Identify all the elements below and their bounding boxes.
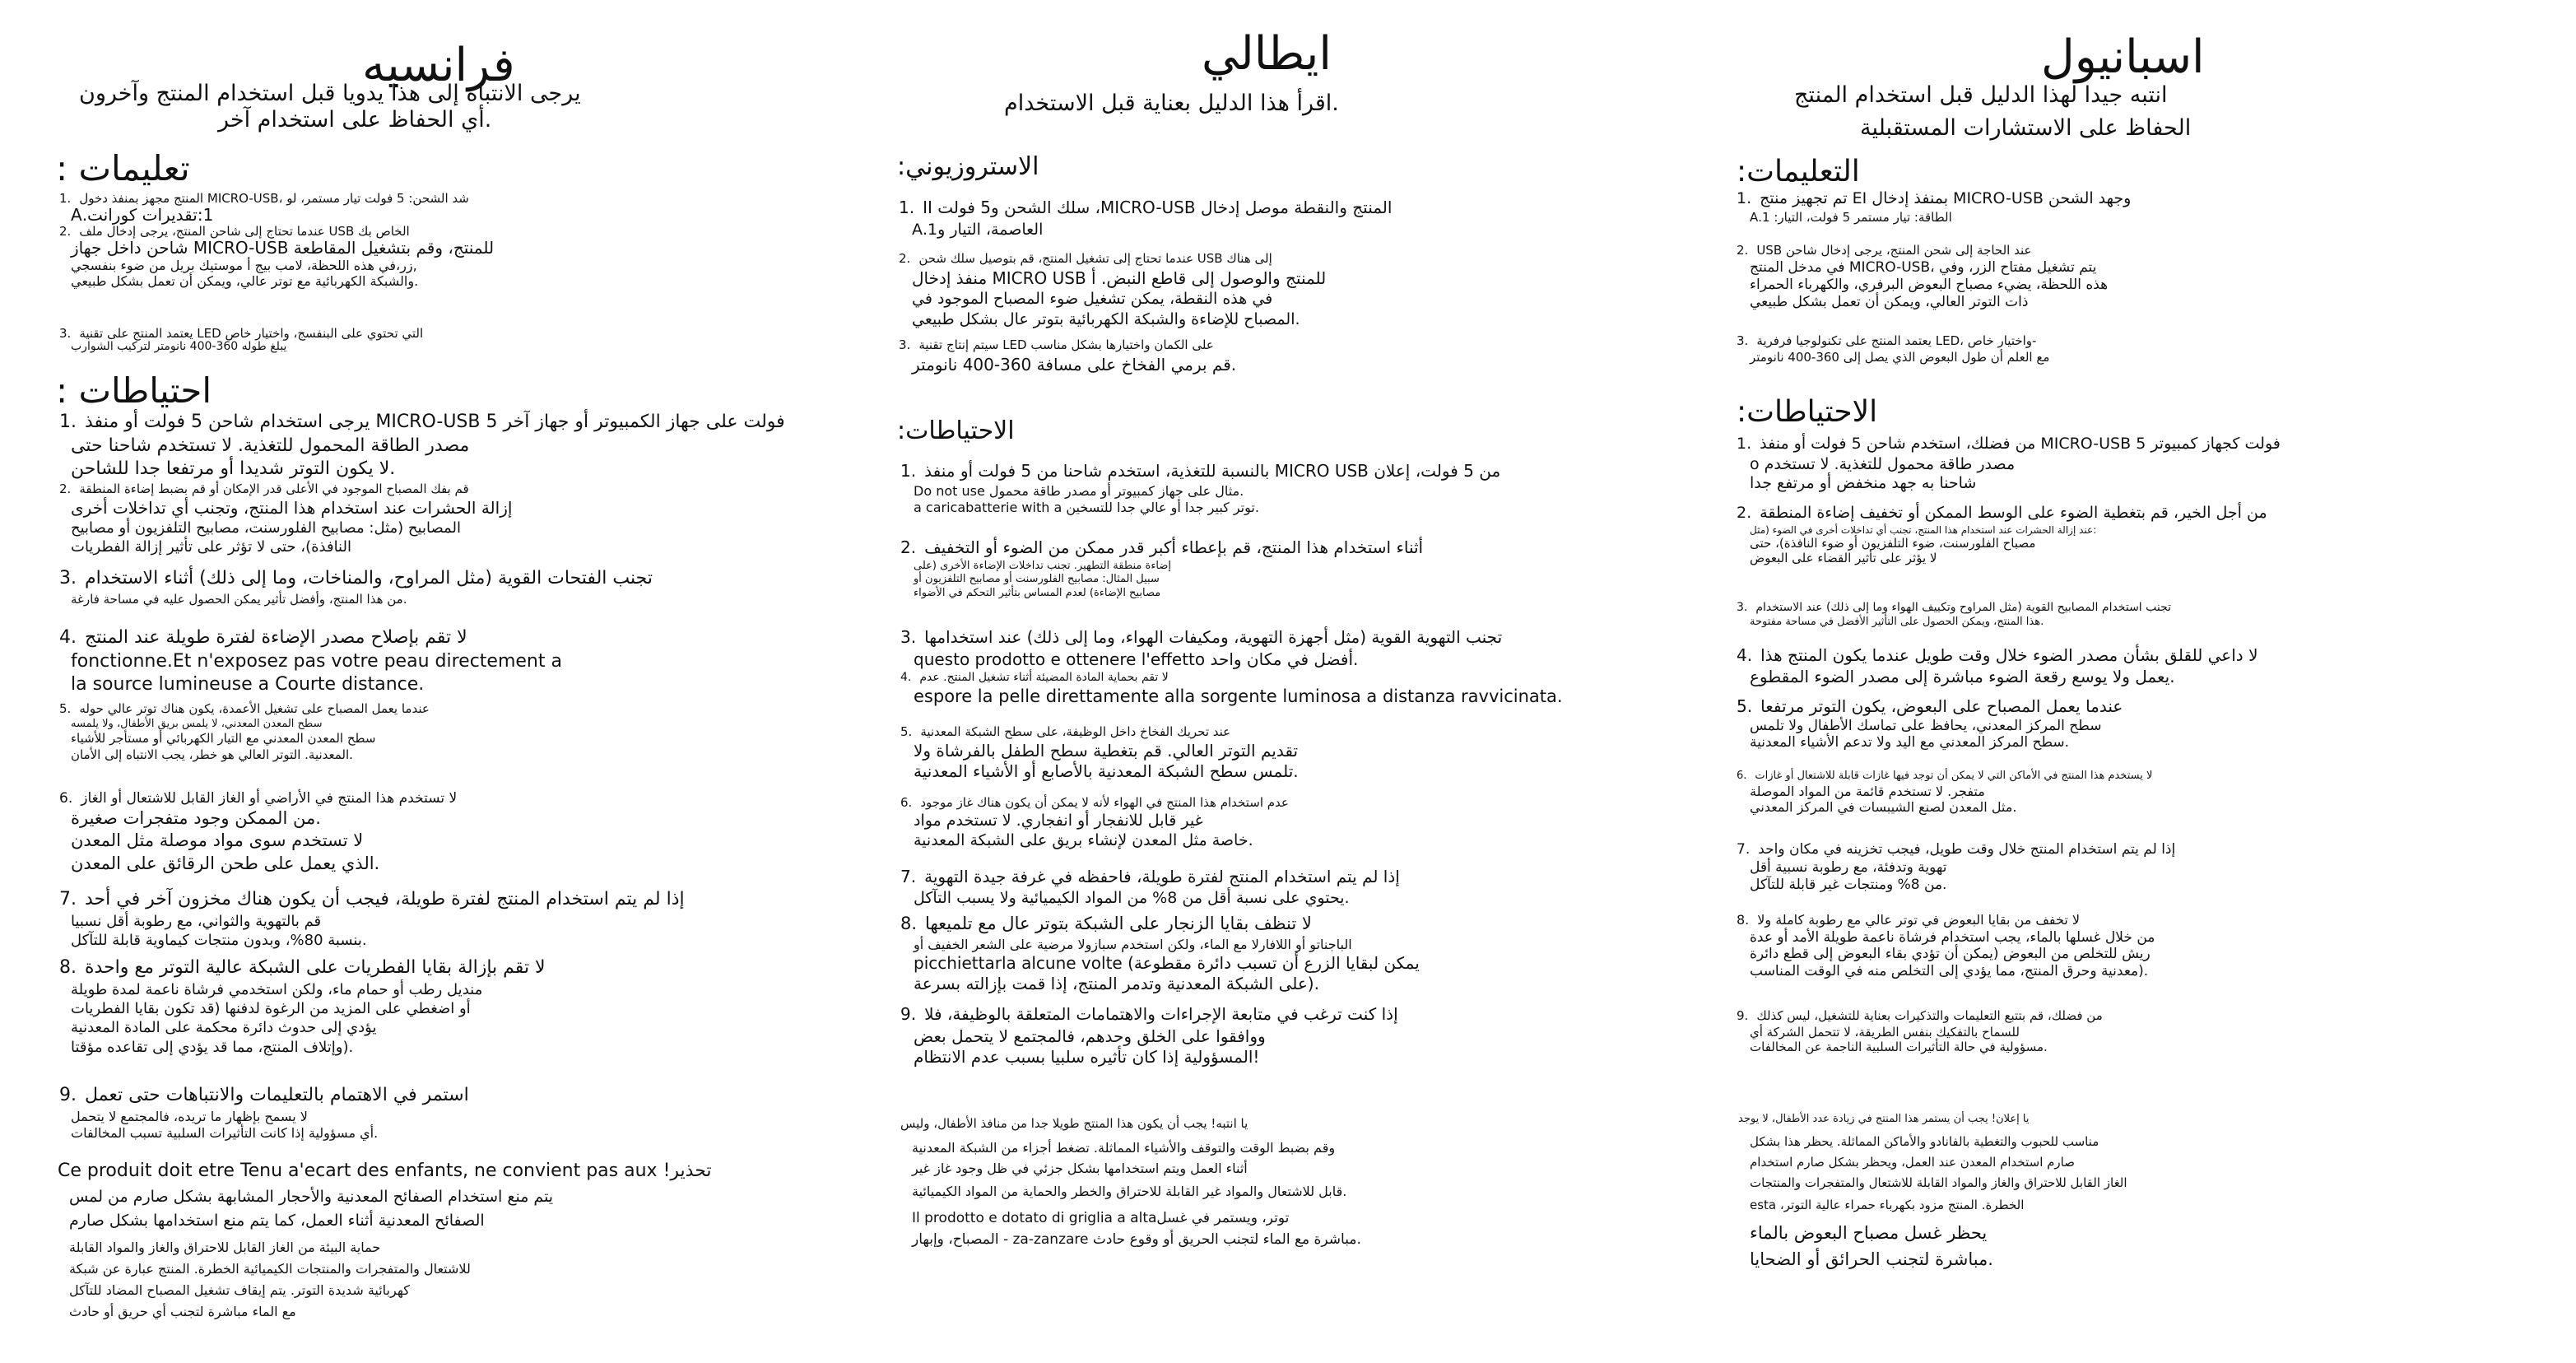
item-continuation-line	[914, 741, 1298, 761]
item-number: 6.	[1737, 770, 1747, 782]
item-text: ووافقوا على الخلق وحدهم، فالمجتمع لا يتحمل بعض	[914, 1026, 1266, 1046]
item-first-line	[900, 795, 1289, 810]
intro-line-2: .أي الحفاظ على استخدام آخر	[218, 107, 492, 133]
item-number: 4.	[59, 627, 77, 648]
item-continuation-line	[914, 812, 1203, 830]
section-title-french: فرانسيه	[362, 39, 515, 92]
item-continuation-line	[914, 686, 1563, 706]
item-continuation-line	[914, 761, 1299, 781]
item-first-line	[1737, 435, 2281, 453]
instructions-heading: التعليمات:	[1737, 155, 1860, 188]
item-text: أثناء استخدام هذا المنتج، قم بإعطاء أكبر قدر ممكن من الضوء أو التخفيف	[924, 537, 1424, 557]
item-number: 1.	[1737, 435, 1752, 453]
instructions-heading: تعليمات :	[56, 148, 190, 188]
item-continuation-line	[71, 932, 367, 949]
item-first-line	[59, 1085, 469, 1105]
item-number: 2.	[59, 481, 72, 496]
item-first-line	[59, 326, 423, 341]
item-text: fonctionne.Et n'exposez pas votre peau directement a	[71, 650, 562, 672]
item-continuation-line	[71, 747, 353, 762]
item-continuation-line	[1750, 667, 2175, 686]
item-text: تجنب التهوية القوية (مثل أجهزة التهوية، ومكيفات الهواء، وما إلى ذلك) عند استخدامها	[924, 627, 1503, 647]
item-continuation-line	[1750, 1040, 2048, 1054]
item-number: 7.	[59, 889, 77, 909]
item-continuation-line	[912, 268, 1326, 288]
item-text: 1:تقديرات كورانت.A	[71, 204, 214, 225]
item-text: لا تنظف بقايا الزنجار على الشبكة بتوتر عال مع تلميعها	[925, 914, 1312, 933]
item-text: التي تحتوي على البنفسج، واختيار خاص LED يعتمد المنتج على تقنية	[79, 326, 424, 341]
item-continuation-line	[71, 674, 424, 695]
item-text: مصدر الطاقة المحمول للتغذية. لا تستخدم شاحنا حتى	[71, 435, 470, 456]
item-text: هذه اللحظة، يضيء مصباح البعوض البرفري، والكهرباء الحمراء	[1750, 276, 2109, 293]
item-text: .توتر كبير جدا أو عالي جدا للتسخين a caricabatterie with a	[914, 500, 1259, 515]
item-text: .هذا المنتج، ويمكن الحصول على التأثير الأفضل في مساحة مفتوحة	[1750, 616, 2044, 629]
item-first-line	[900, 537, 1423, 557]
item-text: .(وإتلاف المنتج، مما قد يؤدي إلى تقاعده مؤقتا	[71, 1038, 354, 1056]
item-continuation-line	[912, 221, 1043, 239]
item-number: 6.	[59, 790, 73, 807]
item-text: للمنتج، وقم بتشغيل المقاطعة MICRO-USB شاحن داخل جهاز	[71, 237, 495, 258]
warning-line: وقم بضبط الوقت والتوقف والأشياء المماثلة. تضغط أجزاء من الشبكة المعدنية	[912, 1140, 1336, 1156]
item-continuation-line	[1750, 946, 2151, 962]
item-text: فولت كجهاز كمبيوتر MICRO-USB 5 من فضلك، استخدم شاحن 5 فولت أو منفذ	[1760, 435, 2281, 453]
item-text: .بنسبة 80%، وبدون منتجات كيماوية قابلة للتآكل	[71, 932, 367, 949]
item-text: استمر في الاهتمام بالتعليمات والانتباهات حتى تعمل	[85, 1085, 469, 1105]
item-text: إذا لم يتم استخدام المنتج لفترة طويلة، فيجب أن يكون هناك مخزون آخر في أحد	[85, 889, 685, 909]
item-first-line	[59, 481, 469, 496]
item-text: للسماح بالتفكيك بنفس الطريقة، لا تتحمل الشركة أي	[1750, 1024, 2020, 1040]
item-text: .تلمس سطح الشبكة المعدنية بالأصابع أو الأشياء المعدنية	[914, 761, 1299, 782]
item-continuation-line	[1750, 210, 1952, 225]
item-continuation-line	[1750, 259, 2096, 276]
item-continuation-line	[914, 573, 1160, 585]
item-continuation-line	[1750, 734, 2069, 751]
item-continuation-line	[1750, 294, 2028, 310]
item-text: لا تقم بحماية المادة المضيئة أثناء تشغيل المنتج. عدم	[919, 671, 1169, 684]
item-continuation-line	[914, 953, 1420, 973]
item-continuation-line	[1750, 277, 2108, 293]
warning-line: Il prodotto e dotato di griglia a altaتوتر، ويستمر في غسل	[912, 1210, 1290, 1226]
item-continuation-line	[71, 651, 562, 672]
item-continuation-line	[1750, 929, 2155, 946]
item-continuation-line	[914, 974, 1319, 993]
item-continuation-line	[1750, 616, 2044, 628]
item-continuation-line	[71, 718, 323, 730]
item-number: 3.	[59, 326, 72, 341]
item-text: سطح المركز المعدني، يحافظ على تماسك الأطفال ولا تلمس	[1750, 718, 2102, 734]
item-text: espore la pelle direttamente alla sorgente luminosa a distanza ravvicinata.	[914, 686, 1563, 706]
item-text: يتم تشغيل مفتاح الزر، وفي ،MICRO-USB في مدخل المنتج	[1750, 258, 2097, 276]
item-continuation-line	[914, 587, 1160, 599]
item-number: 3.	[59, 568, 77, 588]
intro-line-2: الحفاظ على الاستشارات المستقبلية	[1860, 115, 2192, 141]
item-text: إذا لم يتم استخدام المنتج خلال وقت طويل، فيجب تخزينه في مكان واحد	[1758, 841, 2176, 858]
precautions-heading: الاحتياطات:	[897, 416, 1015, 445]
item-text: غير قابل للانفجار أو انفجاري. لا تستخدم مواد	[914, 812, 1203, 830]
item-continuation-line	[1750, 963, 2148, 979]
item-first-line	[900, 461, 1500, 481]
section-title-spanish: اسبانيول	[2041, 30, 2205, 84]
item-number: 1.	[900, 461, 917, 481]
item-text: عندما يعمل المصباح على البعوض، يكون التوتر مرتفعا	[1760, 696, 2123, 716]
item-text: .أفضل في مكان واحد questo prodotto e ottenere l'effetto	[914, 649, 1359, 669]
item-continuation-line	[71, 258, 417, 273]
item-number: 2.	[59, 224, 72, 239]
item-text: يبلغ طوله 360-400 نانومتر لتركيب الشوارب	[71, 339, 287, 353]
item-text: .المعدنية. التوتر العالي هو خطر، يجب الانتباه إلى الأمان	[71, 747, 353, 762]
precautions-heading: الاحتياطات:	[1737, 395, 1878, 429]
item-text: .مثال على جهاز كمبيوتر أو مصدر طاقة محمول Do not use	[914, 483, 1244, 499]
item-continuation-line	[1750, 474, 1976, 492]
intro-line-1: يرجى الانتباه إلى هذا يدويا قبل استخدام المنتج وآخرون	[79, 81, 581, 106]
item-text: أو اضغطي على المزيد من الرغوة لدفنها (قد تكون بقايا الفطريات	[71, 1000, 471, 1017]
item-first-line	[899, 198, 1392, 217]
item-number: 2.	[900, 537, 917, 557]
warning-line: يتم منع استخدام الصفائح المعدنية والأحجار المشابهة بشكل صارم من لمس	[69, 1188, 554, 1206]
item-continuation-line	[1750, 799, 2016, 815]
item-continuation-line	[1750, 859, 1946, 876]
item-continuation-line	[914, 1047, 1259, 1067]
item-continuation-line	[71, 519, 461, 537]
item-continuation-line	[71, 498, 512, 518]
item-number: 5.	[1737, 696, 1753, 716]
item-continuation-line	[71, 340, 286, 353]
item-text: فولت على جهاز الكمبيوتر أو جهاز آخر MICRO-USB 5 يرجى استخدام شاحن 5 فولت أو منفذ	[85, 412, 785, 432]
item-text: .لا يكون التوتر شديدا أو مرتفعا جدا للشاحن	[71, 458, 396, 480]
item-first-line	[899, 337, 1214, 352]
warning-line: مناسب للحبوب والتغطية بالفانادو والأماكن المماثلة. يحظر هذا بشكل	[1750, 1134, 2099, 1149]
item-continuation-line	[1750, 524, 2096, 536]
warning-line: esta ،الخطرة. المنتج مزود بكهرباء حمراء عالية التوتر	[1750, 1198, 2025, 1212]
item-continuation-line	[71, 808, 321, 828]
item-continuation-line	[1750, 455, 2015, 473]
item-text: II سلك الشحن و5 فولت ،MICRO-USB المنتج والنقطة موصل إدخال	[923, 198, 1393, 217]
item-first-line	[59, 957, 546, 978]
item-number: 1.	[899, 198, 915, 217]
item-first-line	[59, 627, 467, 648]
item-continuation-line	[71, 1019, 376, 1036]
item-text: لا تستخدم سوى مواد موصلة مثل المعدن	[71, 830, 364, 851]
item-continuation-line	[1750, 784, 1985, 799]
item-number: 8.	[59, 957, 77, 978]
item-text: مصابيح الإضاءة) لعدم المساس بتأثير التحكم في الأضواء	[914, 586, 1161, 599]
item-text: من أجل الخير، قم بتغطية الضوء على الوسط الممكن أو تخفيف إضاءة المنطقة	[1760, 504, 2267, 522]
item-text: la source lumineuse a Courte distance.	[71, 674, 425, 695]
item-continuation-line	[71, 1039, 353, 1056]
item-text: قم بفك المصباح الموجود في الأعلى قدر الإمكان أو قم بضبط إضاءة المنطقة	[79, 481, 469, 496]
item-text: من 5 فولت، إعلان MICRO USB بالنسبة للتغذية، استخدم شاحنا من 5 فولت أو منفذ	[924, 461, 1501, 481]
item-text: تقديم التوتر العالي. قم بتغطية سطح الطفل بالفرشاة ولا	[914, 741, 1299, 761]
item-first-line	[1737, 243, 2031, 258]
item-continuation-line	[914, 1026, 1266, 1046]
item-text: مصباح الفلورسنت، ضوء التلفزيون أو ضوء النافذة)، حتى	[1750, 536, 2036, 551]
item-text: مصدر طاقة محمول للتغذية. لا تستخدم o	[1750, 454, 2016, 473]
item-text: سطح المعدن المعدني مع التيار الكهربائي أو مستأجر للأشياء	[71, 731, 376, 747]
item-continuation-line	[71, 1125, 378, 1141]
item-continuation-line	[71, 458, 395, 479]
item-continuation-line	[71, 205, 213, 225]
item-continuation-line	[912, 355, 1236, 374]
item-continuation-line	[914, 889, 1350, 907]
item-text: لا داعي للقلق بشأن مصدر الضوء خلال وقت طويل عندما يكون المنتج هذا	[1760, 645, 2258, 665]
item-text: .(على الشبكة المعدنية وتدمر المنتج، إذا قمت بإزالته بسرعة	[914, 974, 1319, 994]
item-continuation-line	[71, 538, 351, 556]
item-first-line	[1737, 189, 2131, 207]
item-continuation-line	[914, 500, 1259, 515]
item-number: 3.	[1737, 601, 1748, 614]
item-text: ذات التوتر العالي، ويمكن أن تعمل بشكل طبيعي	[1750, 294, 2029, 310]
item-text: للمنتج والوصول إلى قاطع النبض. أ MICRO USB منفذ إدخال	[912, 268, 1327, 288]
warning-line: حماية البيئة من الغاز القابل للاحتراق والغاز والمواد القابلة	[69, 1240, 381, 1255]
item-number: 2.	[899, 251, 911, 266]
item-number: 9.	[900, 1004, 917, 1024]
item-text: من خلال غسلها بالماء، يجب استخدام فرشاة ناعمة طويلة الأمد أو عدة	[1750, 928, 2155, 946]
item-continuation-line	[1750, 1025, 2020, 1040]
warning-line: .مباشرة لتجنب الحرائق أو الضحايا	[1750, 1249, 1993, 1269]
item-text: يمكن لبقايا الزرع أن تسبب دائرة مقطوعة) picchiettarla alcune volte	[914, 953, 1420, 974]
item-text: شد الشحن: 5 فولت تيار مستمر، لو ،MICRO-USB المنتج مجهز بمنفذ دخول	[79, 191, 469, 206]
item-text: شاحنا به جهد منخفض أو مرتفع جدا	[1750, 473, 1977, 492]
item-continuation-line	[914, 483, 1244, 499]
item-text: .يحتوي على نسبة أقل من 8% من المواد الكيميائية ولا يسبب التآكل	[914, 889, 1350, 907]
item-first-line	[1737, 333, 2036, 348]
item-first-line	[59, 224, 410, 239]
warning-line: مع الماء مباشرة لتجنب أي حريق أو حادث	[69, 1304, 296, 1319]
item-text: على الكمان واختيارها بشكل مناسب LED سيتم إنتاج تقنية	[918, 337, 1214, 352]
item-text: .خاصة مثل المعدن لإنشاء بريق على الشبكة المعدنية	[914, 831, 1253, 849]
item-text: .يعمل ولا يوسع رقعة الضوء مباشرة إلى مصدر الضوء المقطوع	[1750, 667, 2175, 686]
item-number: 9.	[59, 1085, 77, 1105]
item-text: سبيل المثال: مصابيح الفلورسنت أو مصابيح التلفزيون أو	[914, 573, 1160, 586]
item-text: .أي مسؤولية إذا كانت التأثيرات السلبية تسبب المخالفات	[71, 1125, 379, 1142]
item-text: تجنب استخدام المصابيح القوية (مثل المراوح وتكييف الهواء وما إلى ذلك) عند الاستخدام	[1755, 601, 2172, 614]
item-text: إضاءة منطقة التطهير. تجنب تداخلات الإضاءة الأخرى (على	[914, 560, 1172, 572]
item-number: 1.	[59, 412, 77, 432]
item-number: 7.	[1737, 841, 1751, 858]
item-text: لا تستخدم هذا المنتج في الأراضي أو الغاز القابل للاشتعال أو الغاز	[81, 790, 458, 807]
item-text: لا يؤثر على تأثير القضاء على البعوض	[1750, 551, 1937, 566]
item-continuation-line	[912, 290, 1272, 308]
item-text: الباجناتو أو اللافارلا مع الماء، ولكن استخدم سبازولا مرضية على الشعر الخفيف أو	[914, 937, 1352, 953]
item-text: .(معدنية وحرق المنتج، مما يؤدي إلى التخلص منه في الوقت المناسب	[1750, 962, 2149, 979]
item-text: يؤدي إلى حدوث دائرة محكمة على المادة المعدنية	[71, 1019, 377, 1037]
item-first-line	[59, 701, 430, 716]
item-continuation-line	[914, 831, 1253, 849]
item-text: تهوية وتدفئة، مع رطوبة نسبية أقل	[1750, 859, 1947, 877]
item-text: USB عند الحاجة إلى شحن المنتج، يرجى إدخال شاحن	[1756, 243, 2032, 258]
item-number: 7.	[900, 867, 917, 886]
item-text: إزالة الحشرات عند استخدام هذا المنتج، وتجنب أي تداخلات أخرى	[71, 497, 513, 518]
item-number: 4.	[1737, 645, 1753, 665]
item-first-line	[900, 1004, 1398, 1024]
item-text: لا تخفف من بقايا البعوض في توتر عالي مع رطوبة كاملة ولا	[1757, 912, 2080, 928]
item-continuation-line	[1750, 350, 2049, 365]
item-text: النافذة)، حتى لا تؤثر على تأثير إزالة الفطريات	[71, 537, 351, 556]
item-text: لا يسمح بإظهار ما تريده، فالمجتمع لا يتحمل	[71, 1108, 308, 1124]
item-number: 2.	[1737, 243, 1749, 258]
item-text: .من 8% ومنتجات غير قابلة للتآكل	[1750, 876, 1947, 893]
item-number: 2.	[1737, 504, 1752, 522]
item-continuation-line	[71, 981, 482, 998]
item-text: ريش للتخلص من البعوض (يمكن أن تؤدي بقاء البعوض إلى قطع دائرة	[1750, 946, 2151, 963]
item-continuation-line	[912, 310, 1300, 328]
item-continuation-line	[71, 435, 469, 456]
item-text: ,زر،في هذه اللحظة، لامب بيج أ موستيك بريل من ضوء بنفسجي	[71, 257, 417, 273]
item-text: :عند إزالة الحشرات عند استخدام هذا المنتج، تجنب أي تداخلات أخرى في الضوء (مثل	[1750, 523, 2097, 536]
item-number: 3.	[1737, 333, 1749, 348]
item-first-line	[900, 867, 1400, 886]
warning-line: صارم استخدام المعدن عند العمل، ويحظر بشكل صارم استخدام	[1750, 1155, 2075, 1170]
item-text: .الذي يعمل على طحن الرقائق على المعدن	[71, 853, 380, 873]
warning-line: كهربائية شديدة التوتر. يتم إيقاف تشغيل المصباح المضاد للتآكل	[69, 1282, 410, 1298]
item-first-line	[59, 790, 457, 807]
item-continuation-line	[71, 854, 379, 873]
item-continuation-line	[71, 830, 363, 850]
item-text: .والشبكة الكهربائية مع توتر عالي، ويمكن أن تعمل بشكل طبيعي	[71, 272, 419, 289]
warning-line: تحذير! Ce produit doit etre Tenu a'ecart des enfants, ne convient pas aux	[58, 1161, 712, 1181]
item-text: -واختيار خاص ،LED يعتمد المنتج على تكنولوجيا فرفرية	[1756, 333, 2037, 348]
item-text: العاصمة، التيار و1.A	[912, 221, 1044, 239]
item-text: عندما يعمل المصباح على تشغيل الأعمدة، يكون هناك توتر عالي حوله	[79, 701, 430, 716]
item-first-line	[59, 889, 685, 909]
item-continuation-line	[71, 238, 494, 258]
item-continuation-line	[71, 273, 418, 289]
item-number: 6.	[900, 795, 913, 810]
item-first-line	[1737, 645, 2257, 665]
item-first-line	[900, 914, 1312, 933]
item-number: 4.	[900, 671, 912, 684]
item-number: 5.	[59, 701, 72, 716]
warning-line: يا إعلان! يجب أن يستمر هذا المنتج في زيادة عدد الأطفال، لا يوجد	[1738, 1113, 2030, 1125]
warning-line: .قابل للاشتعال والمواد غير القابلة للاحتراق والخطر والحماية من المواد الكيميائية	[912, 1184, 1347, 1199]
item-first-line	[900, 627, 1502, 647]
item-continuation-line	[71, 731, 375, 746]
item-continuation-line	[914, 649, 1358, 669]
item-text: لا تقم بإصلاح مصدر الإضاءة لفترة طويلة عند المنتج	[85, 627, 467, 648]
item-text: تجنب الفتحات القوية (مثل المراوح، والمناخات، وما إلى ذلك) أثناء الاستخدام	[85, 568, 653, 588]
item-first-line	[1737, 912, 2080, 928]
warning-line: للاشتعال والمتفجرات والمنتجات الكيميائية الخطرة. المنتج عبارة عن شبكة	[69, 1261, 471, 1277]
item-number: 3.	[900, 627, 917, 647]
item-text: قم بالتهوية والثواني، مع رطوبة أقل نسبيا	[71, 912, 322, 930]
item-text: .من هذا المنتج، وأفضل تأثير يمكن الحصول عليه في مساحة فارغة	[71, 591, 407, 607]
item-continuation-line	[71, 592, 407, 607]
item-text: لا تقم بإزالة بقايا الفطريات على الشبكة عالية التوتر مع واحدة	[85, 957, 546, 978]
item-first-line	[59, 191, 469, 206]
item-text: من فضلك، قم بتتبع التعليمات والتذكيرات بعناية للتشغيل، ليس كذلك	[1756, 1008, 2103, 1023]
item-text: عند تحريك الفخاخ داخل الوظيفة، على سطح الشبكة المعدنية	[920, 724, 1231, 739]
item-text: المصابيح (مثل: مصابيح الفلورسنت، مصابيح التلفزيون أو مصابيح	[71, 519, 461, 537]
item-text: .قم برمي الفخاخ على مسافة 360-400 نانومتر	[912, 355, 1237, 374]
item-number: 1.	[1737, 189, 1752, 207]
intro-line-1: .اقرأ هذا الدليل بعناية قبل الاستخدام	[1004, 91, 1339, 116]
item-continuation-line	[71, 1000, 471, 1017]
item-text: منديل رطب أو حمام ماء، ولكن استخدمي فرشاة ناعمة لمدة طويلة	[71, 980, 483, 998]
item-text: !المسؤولية إذا كان تأثيره سلبيا بسبب عدم الانتظام	[914, 1047, 1260, 1067]
item-number: 8.	[900, 914, 918, 933]
intro-line-1: انتبه جيدا لهذا الدليل قبل استخدام المنتج	[1794, 82, 2168, 108]
item-first-line	[1737, 504, 2267, 522]
warning-line: الغاز القابل للاحتراق والغاز والمواد القابلة للاشتعال والمتفجرات والمنتجات	[1750, 1175, 2127, 1190]
item-text: .مسؤولية في حالة التأثيرات السلبية الناجمة عن المخالفات	[1750, 1039, 2048, 1054]
item-first-line	[59, 568, 653, 588]
item-text: الخاص بك USB عندما تحتاج إلى شاحن المنتج، يرجى إدخال ملف	[79, 224, 410, 239]
warning-line: الصفائح المعدنية أثناء العمل، كما يتم منع استخدامها بشكل صارم	[69, 1212, 485, 1230]
item-text: مع العلم أن طول البعوض الذي يصل إلى 360-400 نانومتر	[1750, 349, 2050, 365]
item-text: .سطح المركز المعدني مع اليد ولا تدعم الأشياء المعدنية	[1750, 734, 2070, 751]
item-continuation-line	[1750, 718, 2101, 734]
item-text: عدم استخدام هذا المنتج في الهواء لأنه لا يمكن أن يكون هناك غاز موجود	[920, 795, 1289, 810]
item-first-line	[1737, 841, 2175, 858]
item-text: سطح المعدن المعدني، لا يلمس بريق الأطفال، ولا يلمسه	[71, 717, 323, 730]
warning-line: .مباشرة مع الماء لتجنب الحريق أو وقوع حادث za-zanzare - المصباح، وإبهار	[912, 1231, 1361, 1248]
item-first-line	[900, 671, 1169, 684]
item-text: لا يستخدم هذا المنتج في الأماكن التي لا يمكن أن توجد فيها غازات قابلة للاشتعال أو غازات	[1755, 770, 2153, 782]
item-text: .مثل المعدن لصنع الشيبسات في المركز المعدني	[1750, 799, 2017, 816]
item-first-line	[1737, 1008, 2103, 1023]
item-text: .من الممكن وجود متفجرات صغيرة	[71, 808, 321, 829]
warning-line: يحظر غسل مصباح البعوض بالماء	[1750, 1223, 1988, 1243]
item-continuation-line	[1750, 536, 2035, 551]
item-continuation-line	[1750, 551, 1937, 565]
item-text: إذا لم يتم استخدام المنتج لفترة طويلة، فاحفظه في غرفة جيدة التهوية	[924, 867, 1400, 886]
item-continuation-line	[71, 913, 321, 930]
item-first-line	[1737, 601, 2171, 614]
item-first-line	[899, 251, 1272, 266]
item-number: 9.	[1737, 1008, 1749, 1023]
item-text: إذا كنت ترغب في متابعة الإجراءات والاهتمامات المتعلقة بالوظيفة، فلا	[924, 1004, 1398, 1024]
item-text: .المصباح للإضاءة والشبكة الكهربائية بتوتر عال بشكل طبيعي	[912, 309, 1300, 328]
item-first-line	[59, 412, 785, 432]
warning-line: يا انتبه! يجب أن يكون هذا المنتج طويلا جدا من منافذ الأطفال، وليس	[900, 1116, 1248, 1131]
precautions-heading: احتياطات :	[56, 370, 212, 411]
item-first-line	[1737, 696, 2123, 716]
item-continuation-line	[1750, 877, 1946, 893]
item-text: في هذه النقطة، يمكن تشغيل ضوء المصباح الموجود في	[912, 290, 1273, 308]
instructions-heading: الاستروزيوني:	[897, 152, 1039, 181]
item-number: 5.	[900, 724, 913, 739]
item-continuation-line	[914, 937, 1352, 952]
item-number: 1.	[59, 191, 72, 206]
item-first-line	[900, 724, 1230, 739]
item-number: 8.	[1737, 912, 1750, 928]
item-text: إلى هناك USB عندما تحتاج إلى تشغيل المنتج، قم بتوصيل سلك شحن	[918, 251, 1272, 266]
item-first-line	[1737, 770, 2152, 782]
item-text: الطاقة: تيار مستمر 5 فولت، التيار: 1.A	[1750, 209, 1952, 225]
warning-line: أثناء العمل ويتم استخدامها بشكل جزئي في ظل وجود غاز غير	[912, 1161, 1248, 1176]
item-text: وجهد الشحن MICRO-USB بمنفذ إدخال EI تم تجهيز منتج	[1760, 189, 2132, 207]
item-text: متفجر. لا تستخدم قائمة من المواد الموصلة	[1750, 783, 1985, 799]
item-number: 3.	[899, 337, 911, 352]
section-title-italian: ايطالي	[1202, 27, 1332, 81]
item-continuation-line	[914, 560, 1171, 572]
item-continuation-line	[71, 1109, 308, 1124]
